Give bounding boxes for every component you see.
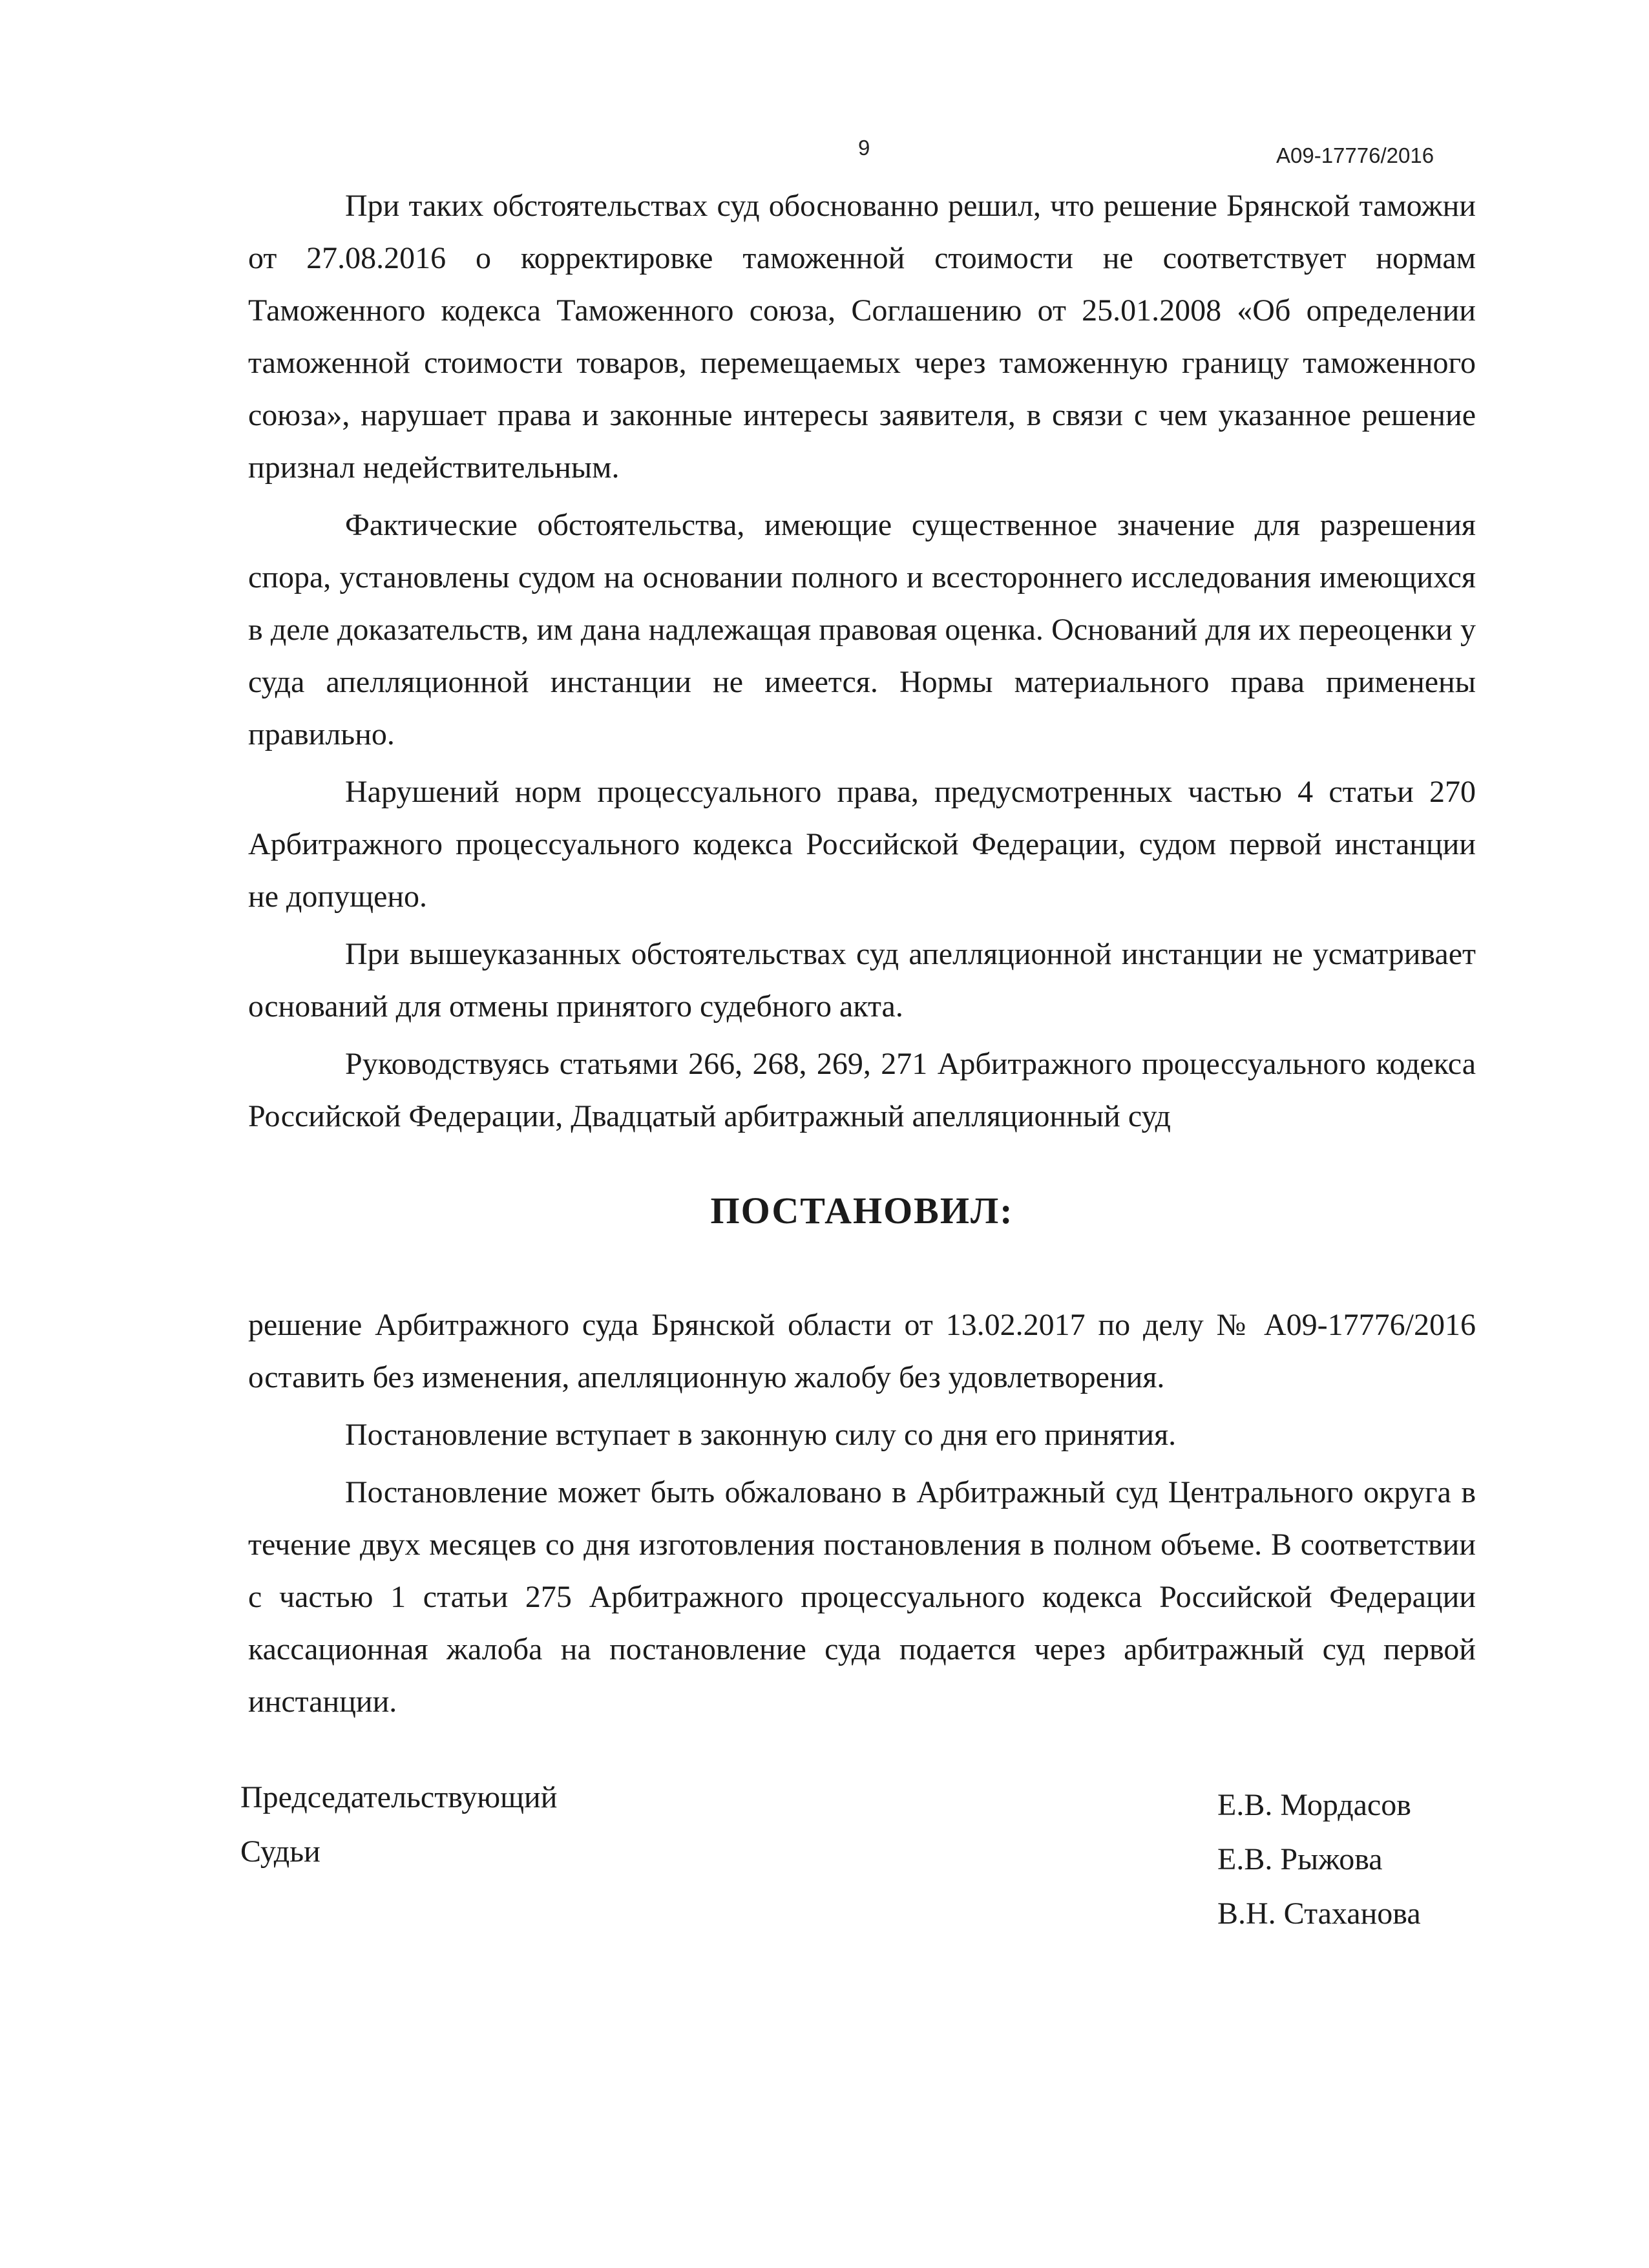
paragraph-procedure: Нарушений норм процессуального права, предусмотренных частью 4 статьи 270 Арбитражного процессуального кодекса Российской Федерации, судом первой инстанции не допущено.: [248, 775, 1476, 914]
signature-labels: [240, 1770, 557, 1879]
paragraph-no-grounds: При вышеуказанных обстоятельствах суд апелляционной инстанции не усматривает оснований для отмены принятого судебного акта.: [248, 937, 1476, 1024]
resolution-section: [248, 1299, 1476, 1728]
judge-name-2: В.Н. Стаханова: [1217, 1896, 1421, 1931]
resolution-decision: решение Арбитражного суда Брянской области от 13.02.2017 по делу № А09-17776/2016 оставить без изменения, апелляционную жалобу без удовлетворения.: [248, 1308, 1476, 1394]
presiding-judge-name: Е.В. Мордасов: [1217, 1788, 1411, 1822]
judges-label: Судьи: [240, 1834, 320, 1869]
resolution-appeal: Постановление может быть обжаловано в Арбитражный суд Центрального округа в течение двух месяцев со дня изготовления постановления в полном объеме. В соответствии с частью 1 статьи 275 Арбитражного процессуального кодекса Российской Федерации кассационная жалоба на постановление суда подается через арбитражный суд первой инстанции.: [248, 1475, 1476, 1719]
resolution-effective: Постановление вступает в законную силу со дня его принятия.: [345, 1418, 1177, 1452]
paragraph-guided-by: Руководствуясь статьями 266, 268, 269, 271 Арбитражного процессуального кодекса Российской Федерации, Двадцатый арбитражный апелляционный суд: [248, 1047, 1476, 1133]
judge-name-1: Е.В. Рыжова: [1217, 1842, 1383, 1876]
presiding-label: Председательствующий: [240, 1780, 558, 1814]
paragraph-conclusion: При таких обстоятельствах суд обоснованно решил, что решение Брянской таможни от 27.08.2016 о корректировке таможенной стоимости не соответствует нормам Таможенного кодекса Таможенного союза, Соглашению от 25.01.2008 «Об определении таможенной стоимости товаров, перемещаемых через таможенную границу таможенного союза», нарушает права и законные интересы заявителя, в связи с чем указанное решение признал недействительным.: [248, 189, 1476, 485]
paragraph-facts: Фактические обстоятельства, имеющие существенное значение для разрешения спора, установлены судом на основании полного и всестороннего исследования имеющихся в деле доказательств, им дана надлежащая правовая оценка. Оснований для их переоценки у суда апелляционной инстанции не имеется. Нормы материального права применены правильно.: [248, 508, 1476, 751]
reasoning-section: [248, 180, 1476, 1142]
page-number: 9: [858, 136, 870, 160]
case-number: А09-17776/2016: [1276, 143, 1434, 167]
decree-heading: ПОСТАНОВИЛ:: [710, 1190, 1014, 1232]
signature-names: [1217, 1778, 1421, 1941]
